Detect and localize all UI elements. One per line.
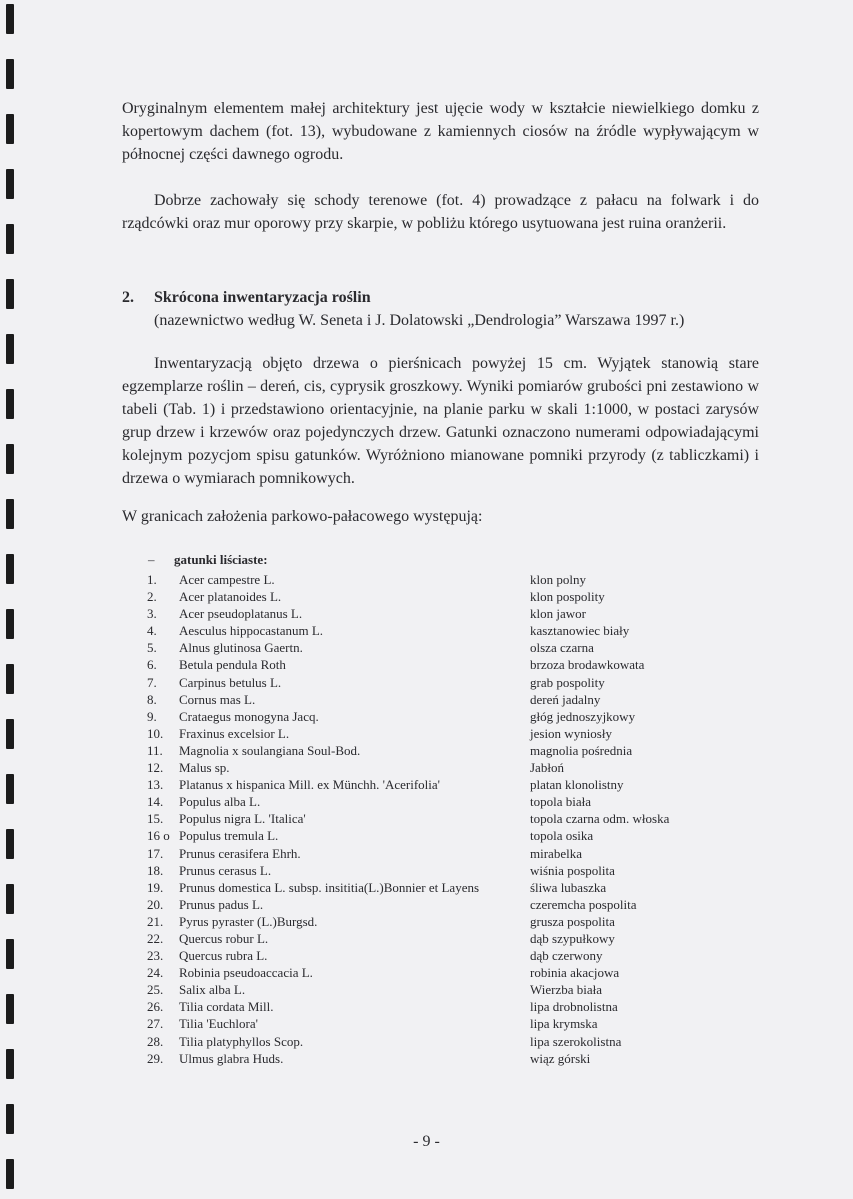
polish-name: klon pospolity [530, 589, 605, 605]
polish-name: dereń jadalny [530, 691, 601, 707]
binding-hole [6, 829, 14, 859]
species-number: 21. [147, 913, 164, 929]
list-item [147, 656, 667, 673]
latin-name: Ulmus glabra Huds. [179, 1050, 284, 1066]
list-item [147, 998, 667, 1015]
list-item [147, 879, 667, 896]
binding-hole [6, 994, 14, 1024]
latin-name: Prunus cerasifera Ehrh. [179, 845, 301, 861]
binding-hole [6, 1104, 14, 1134]
latin-name: Aesculus hippocastanum L. [179, 623, 324, 639]
list-item [147, 810, 670, 827]
binding-hole [6, 4, 14, 34]
species-number: 15. [147, 811, 164, 827]
polish-name: brzoza brodawkowata [530, 657, 645, 673]
species-number: 2. [147, 589, 157, 605]
polish-name: kasztanowiec biały [530, 623, 630, 639]
species-number: 14. [147, 794, 164, 810]
polish-name: topola czarna odm. włoska [530, 811, 670, 827]
polish-name: Jabłoń [530, 760, 564, 776]
latin-name: Populus alba L. [179, 794, 261, 810]
list-item [147, 588, 667, 605]
latin-name: Prunus padus L. [179, 896, 264, 912]
list-item [147, 605, 667, 622]
species-number: 13. [147, 777, 164, 793]
binding-hole [6, 224, 14, 254]
binding-holes [0, 0, 20, 1199]
binding-hole [6, 279, 14, 309]
latin-name: Prunus cerasus L. [179, 862, 272, 878]
latin-name: Acer platanoides L. [179, 589, 282, 605]
latin-name: Betula pendula Roth [179, 657, 286, 673]
species-number: 1. [147, 572, 157, 587]
species-number: 28. [147, 1033, 164, 1049]
page-number: - 9 - [413, 1133, 440, 1150]
latin-name: Magnolia x soulangiana Soul-Bod. [179, 742, 361, 758]
species-number: 20. [147, 896, 164, 912]
binding-hole [6, 774, 14, 804]
section-heading [122, 286, 802, 332]
list-item [147, 571, 667, 588]
latin-name: Cornus mas L. [179, 691, 256, 707]
binding-hole [6, 389, 14, 419]
latin-name: Tilia platyphyllos Scop. [179, 1033, 304, 1049]
list-dash: – [148, 552, 155, 567]
polish-name: magnolia pośrednia [530, 742, 633, 758]
polish-name: grab pospolity [530, 674, 605, 690]
list-item [147, 1015, 667, 1032]
paragraph-2: Dobrze zachowały się schody terenowe (fot. 4) prowadzące z pałacu na folwark i do rządcówki oraz mur oporowy przy skarpie, w pobliżu którego usytuowana jest ruina oranżerii. [122, 192, 759, 232]
species-number: 9. [147, 708, 157, 724]
polish-name: dąb szypułkowy [530, 930, 615, 946]
species-number: 29. [147, 1050, 164, 1066]
latin-name: Acer campestre L. [179, 572, 275, 587]
list-item [147, 1050, 667, 1067]
list-item [147, 674, 667, 691]
species-number: 24. [147, 965, 164, 981]
latin-name: Quercus robur L. [179, 930, 269, 946]
list-item [147, 725, 667, 742]
species-number: 8. [147, 691, 157, 707]
latin-name: Robinia pseudoaccacia L. [179, 965, 313, 981]
list-item [147, 862, 667, 879]
polish-name: czeremcha pospolita [530, 896, 637, 912]
latin-name: Tilia cordata Mill. [179, 999, 274, 1015]
binding-hole [6, 939, 14, 969]
list-item [147, 759, 667, 776]
list-item [147, 639, 667, 656]
polish-name: śliwa lubaszka [530, 879, 607, 895]
polish-name: lipa szerokolistna [530, 1033, 622, 1049]
section-title: Skrócona inwentaryzacja roślin [154, 289, 371, 306]
species-number: 5. [147, 640, 157, 656]
binding-hole [6, 609, 14, 639]
list-item [147, 793, 667, 810]
polish-name: Wierzba biała [530, 982, 603, 998]
latin-name: Carpinus betulus L. [179, 674, 282, 690]
species-number: 12. [147, 760, 164, 776]
species-number: 25. [147, 982, 164, 998]
species-number: 18. [147, 862, 164, 878]
binding-hole [6, 884, 14, 914]
polish-name: platan klonolistny [530, 777, 624, 793]
list-item [147, 827, 667, 844]
polish-name: lipa drobnolistna [530, 999, 618, 1015]
polish-name: wiśnia pospolita [530, 862, 615, 878]
polish-name: topola biała [530, 794, 592, 810]
paragraph-1: Oryginalnym elementem małej architektury jest ujęcie wody w kształcie niewielkiego domku z kopertowym dachem (fot. 13), wybudowane z kamiennych ciosów na źródle wypływającym w północnej części dawnego ogrodu. [122, 100, 759, 163]
polish-name: wiąz górski [530, 1050, 591, 1066]
polish-name: olsza czarna [530, 640, 594, 656]
species-section-label [148, 552, 268, 568]
species-number: 7. [147, 674, 157, 690]
list-item [147, 913, 667, 930]
list-item [147, 845, 667, 862]
binding-hole [6, 444, 14, 474]
list-item [147, 981, 667, 998]
list-item [147, 622, 667, 639]
polish-name: topola osika [530, 828, 594, 844]
polish-name: klon jawor [530, 606, 586, 622]
binding-hole [6, 334, 14, 364]
list-item [147, 930, 667, 947]
latin-name: Populus tremula L. [179, 828, 279, 844]
list-item [147, 964, 667, 981]
latin-name: Quercus rubra L. [179, 948, 268, 964]
section-number: 2. [122, 289, 134, 306]
binding-hole [6, 59, 14, 89]
binding-hole [6, 664, 14, 694]
polish-name: dąb czerwony [530, 948, 603, 964]
section-subtitle: (nazewnictwo według W. Seneta i J. Dolatowski „Dendrologia” Warszawa 1997 r.) [154, 312, 685, 329]
intro-paragraph: Inwentaryzacją objęto drzewa o pierśnicach powyżej 15 cm. Wyjątek stanowią stare egzemplarze roślin – dereń, cis, cyprysik groszkowy. Wyniki pomiarów grubości pni zestawiono w tabeli (Tab. 1) i przedstawiono orientacyjnie, na planie parku w skali 1:1000, w postaci zarysów grup drzew i krzewów oraz pojedynczych drzew. Gatunki oznaczono numerami odpowiadającymi kolejnym pozycjom spisu gatunków. Wyróżniono mianowane pomniki przyrody (z tabliczkami) i drzewa o wymiarach pomnikowych. [122, 355, 759, 487]
species-number: 19. [147, 879, 164, 895]
list-item [147, 776, 667, 793]
polish-name: klon polny [530, 572, 586, 587]
list-item [147, 1033, 667, 1050]
species-list [147, 571, 670, 1067]
lead-paragraph: W granicach założenia parkowo-pałacowego występują: [122, 508, 483, 525]
species-number: 26. [147, 999, 164, 1015]
list-item [147, 708, 667, 725]
binding-hole [6, 499, 14, 529]
species-number: 16 o [147, 828, 170, 844]
list-item [147, 947, 667, 964]
latin-name: Malus sp. [179, 760, 230, 776]
latin-name: Prunus domestica L. subsp. insititia(L.)Bonnier et Layens [179, 879, 480, 895]
polish-name: jesion wyniosły [530, 725, 612, 741]
species-number: 27. [147, 1016, 164, 1032]
binding-hole [6, 114, 14, 144]
species-number: 17. [147, 845, 164, 861]
polish-name: głóg jednoszyjkowy [530, 708, 636, 724]
latin-name: Salix alba L. [179, 982, 246, 998]
species-number: 10. [147, 725, 164, 741]
binding-hole [6, 554, 14, 584]
polish-name: mirabelka [530, 845, 582, 861]
latin-name: Populus nigra L. 'Italica' [179, 811, 306, 827]
binding-hole [6, 1049, 14, 1079]
latin-name: Fraxinus excelsior L. [179, 725, 290, 741]
binding-hole [6, 1159, 14, 1189]
latin-name: Pyrus pyraster (L.)Burgsd. [179, 913, 318, 929]
binding-hole [6, 719, 14, 749]
polish-name: grusza pospolita [530, 913, 615, 929]
species-category: gatunki liściaste: [174, 552, 268, 567]
species-number: 4. [147, 623, 157, 639]
species-number: 23. [147, 948, 164, 964]
polish-name: lipa krymska [530, 1016, 598, 1032]
list-item [147, 896, 667, 913]
species-number: 22. [147, 930, 164, 946]
list-item [147, 742, 667, 759]
species-number: 6. [147, 657, 157, 673]
species-number: 3. [147, 606, 157, 622]
latin-name: Crataegus monogyna Jacq. [179, 708, 319, 724]
list-item [147, 691, 667, 708]
binding-hole [6, 169, 14, 199]
latin-name: Acer pseudoplatanus L. [179, 606, 303, 622]
latin-name: Tilia 'Euchlora' [179, 1016, 258, 1032]
latin-name: Alnus glutinosa Gaertn. [179, 640, 303, 656]
species-number: 11. [147, 742, 163, 758]
latin-name: Platanus x hispanica Mill. ex Münchh. 'Acerifolia' [179, 777, 441, 793]
polish-name: robinia akacjowa [530, 965, 620, 981]
